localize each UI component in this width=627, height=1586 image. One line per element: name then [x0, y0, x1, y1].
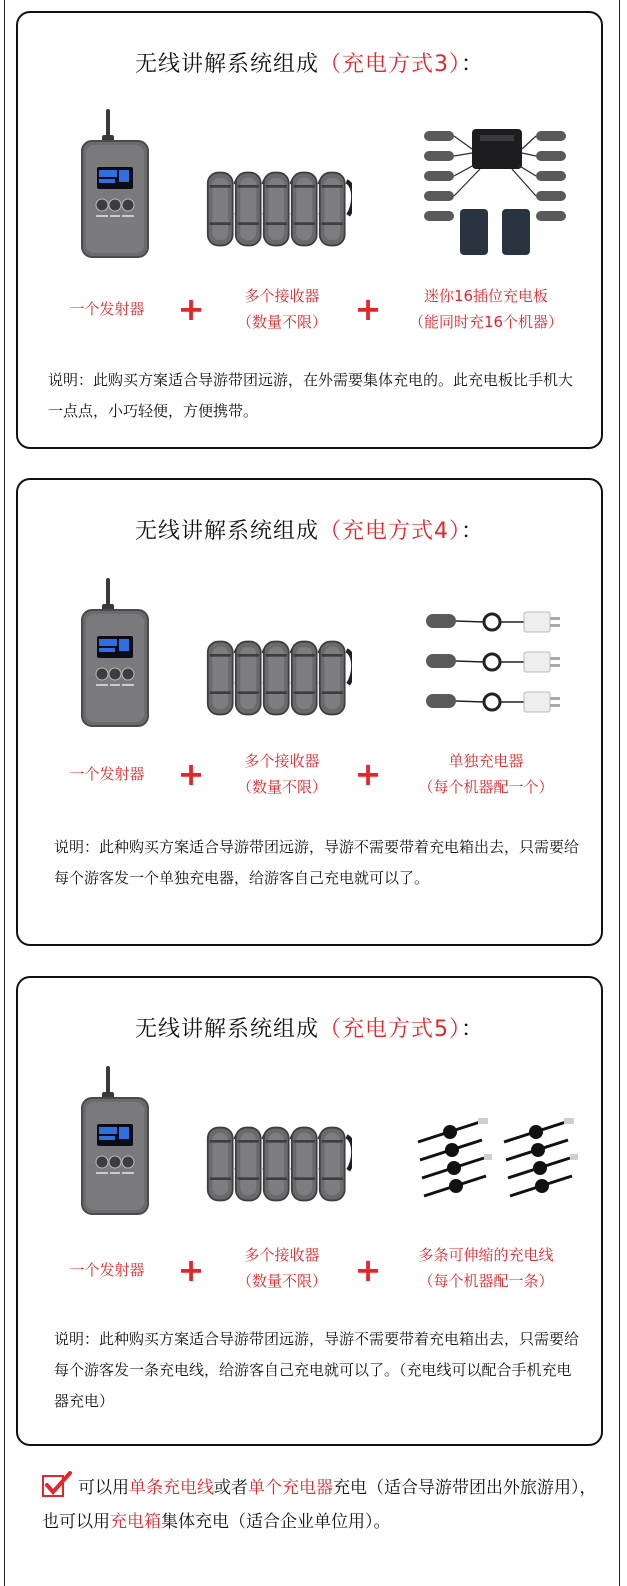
- charging-cables-image: [410, 1112, 580, 1202]
- accessory-label-line2: （能同时充16个机器）: [408, 313, 564, 331]
- plus-sign-2: +: [354, 755, 382, 793]
- plus-sign-2: +: [354, 1251, 382, 1289]
- charging-method-4-card: [16, 478, 603, 946]
- description-note: 说明：此种购买方案适合导游带团远游，导游不需要带着充电箱出去，只需要给每个游客发一个单独充电器，给游客自己充电就可以了。: [54, 838, 580, 887]
- footer-highlight-2: 单个充电器: [248, 1478, 333, 1498]
- card-title: [18, 514, 601, 545]
- accessory-label: [396, 1242, 576, 1294]
- accessory-label-line2: （每个机器配一个）: [418, 778, 554, 796]
- plus-sign-1: +: [177, 1251, 205, 1289]
- receivers-label: [212, 283, 352, 335]
- footer-text-4: 集体充电（适合企业单位用）。: [161, 1512, 391, 1532]
- charging-method-3-card: [16, 11, 603, 449]
- receivers-image: [204, 638, 364, 718]
- card-title: [18, 1012, 601, 1043]
- plus-sign-2: +: [354, 290, 382, 328]
- accessory-label-line1: 单独充电器: [448, 752, 524, 770]
- title-main: 无线讲解系统组成: [134, 52, 319, 77]
- title-method: （充电方式5）: [319, 1017, 461, 1042]
- receivers-label-line1: 多个接收器: [244, 287, 320, 305]
- plus-sign-1: +: [177, 755, 205, 793]
- description-note: 说明：此购买方案适合导游带团远游，在外需要集体充电的。此充电板比手机大一点点，小巧轻便，方便携带。: [48, 371, 574, 420]
- receivers-label-line1: 多个接收器: [244, 752, 320, 770]
- transmitter-image: [80, 578, 150, 728]
- checkmark-icon: [42, 1471, 72, 1497]
- receivers-label-line1: 多个接收器: [244, 1246, 320, 1264]
- footer-text-2: 或者: [214, 1478, 248, 1498]
- charging-board-image: [420, 121, 570, 261]
- transmitter-image: [80, 109, 150, 259]
- charging-method-5-card: [16, 976, 603, 1446]
- description-note: 说明：此种购买方案适合导游带团远游，导游不需要带着充电箱出去，只需要给每个游客发一条充电线，给游客自己充电就可以了。（充电线可以配合手机充电器充电）: [54, 1330, 580, 1410]
- accessory-label: [396, 748, 576, 800]
- single-charger-image: [422, 608, 572, 728]
- receivers-label: [212, 1242, 352, 1294]
- receivers-image: [204, 1124, 364, 1204]
- accessory-label-line2: （每个机器配一条）: [418, 1272, 554, 1290]
- transmitter-label: 一个发射器: [69, 765, 145, 783]
- title-main: 无线讲解系统组成: [134, 519, 319, 544]
- title-colon: ：: [461, 1017, 485, 1042]
- footer-highlight-3: 充电箱: [110, 1512, 161, 1532]
- left-border-line: [4, 0, 5, 1586]
- title-colon: ：: [461, 519, 485, 544]
- receivers-label-line2: （数量不限）: [236, 313, 327, 331]
- accessory-label-line1: 多条可伸缩的充电线: [418, 1246, 554, 1264]
- transmitter-image: [80, 1066, 150, 1216]
- receivers-label: [212, 748, 352, 800]
- footer-text-1: 可以用: [78, 1478, 129, 1498]
- receivers-label-line2: （数量不限）: [236, 1272, 327, 1290]
- title-main: 无线讲解系统组成: [134, 1017, 319, 1042]
- receivers-label-line2: （数量不限）: [236, 778, 327, 796]
- title-method: （充电方式4）: [319, 519, 461, 544]
- plus-sign-1: +: [177, 290, 205, 328]
- accessory-label-line1: 迷你16插位充电板: [423, 287, 549, 305]
- card-title: [18, 47, 601, 78]
- footer-note: [42, 1471, 602, 1539]
- accessory-label: [396, 283, 576, 335]
- transmitter-label: 一个发射器: [69, 1261, 145, 1279]
- title-method: （充电方式3）: [319, 52, 461, 77]
- footer-highlight-1: 单条充电线: [129, 1478, 214, 1498]
- footer-text-3: 充电（适合导游带团出外旅游用），也可以用: [42, 1478, 597, 1532]
- right-border-line: [619, 0, 620, 1586]
- title-colon: ：: [461, 52, 485, 77]
- receivers-image: [204, 169, 364, 249]
- transmitter-label: 一个发射器: [69, 300, 145, 318]
